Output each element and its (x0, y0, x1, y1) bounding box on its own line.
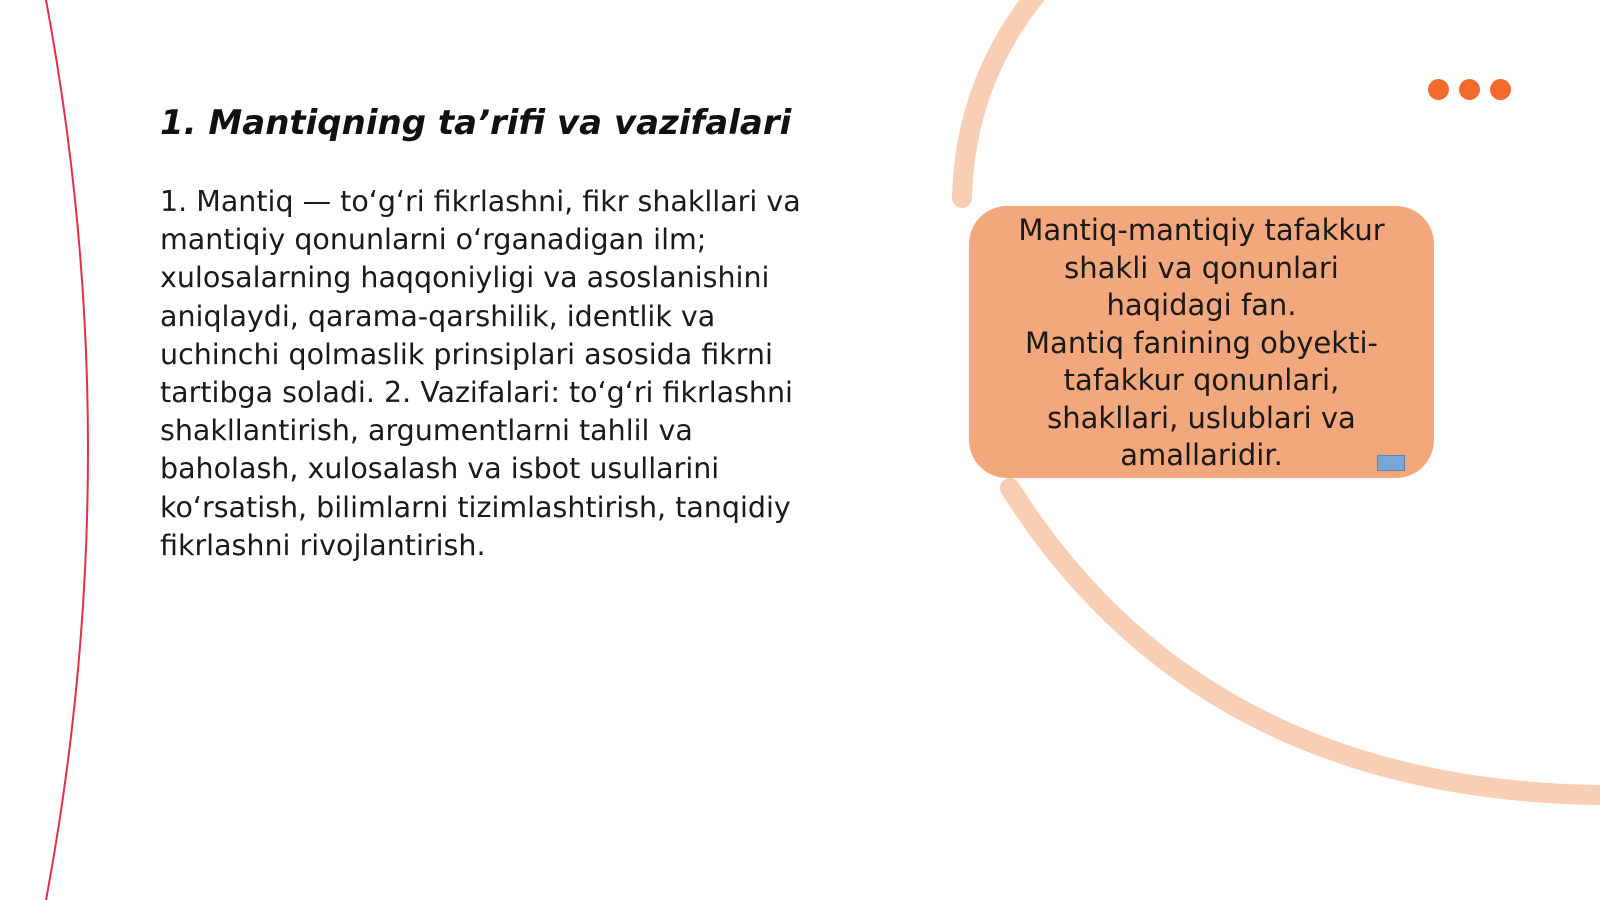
callout-line: tafakkur qonunlari, (1063, 363, 1340, 397)
callout-line: amallaridir. (1120, 438, 1283, 472)
callout-box (969, 206, 1434, 478)
decorative-arc-upper (962, 0, 1040, 198)
decorative-arc-lower (1010, 488, 1600, 795)
dot (1459, 79, 1480, 100)
dot (1490, 79, 1511, 100)
callout-line: Mantiq-mantiqiy tafakkur (1018, 213, 1385, 247)
callout-line: shakli va qonunlari (1064, 250, 1339, 285)
callout-line: Mantiq fanining obyekti- (1025, 325, 1378, 360)
more-dots-icon (1428, 79, 1511, 100)
body-text: 1. Mantiq — to‘g‘ri fikrlashni, fikr shakllari va mantiqiy qonunlarni o‘rganadigan ilm; xulosalarning haqqoniyligi va asoslanishini aniqlaydi, qarama-qarshilik, identlik va uchinchi qolmaslik prinsiplari asosida fikrni tartibga soladi. 2. Vazifalari: to‘g‘ri fikrlashni shakllantirish, argumentlarni tahlil va baholash, xulosalash va isbot usullarini ko‘rsatish, bilimlarni tizimlashtirish, tanqidiy fikrlashni rivojlantirish. (160, 185, 801, 562)
dot (1428, 79, 1449, 100)
slide-title: 1. Mantiqning ta’rifi va vazifalari (160, 103, 792, 143)
callout-line: shakllari, uslublari va (1047, 400, 1356, 435)
callout-line: haqidagi fan. (1106, 288, 1297, 322)
left-accent-line (46, 0, 88, 900)
resize-handle-icon[interactable] (1377, 455, 1405, 471)
